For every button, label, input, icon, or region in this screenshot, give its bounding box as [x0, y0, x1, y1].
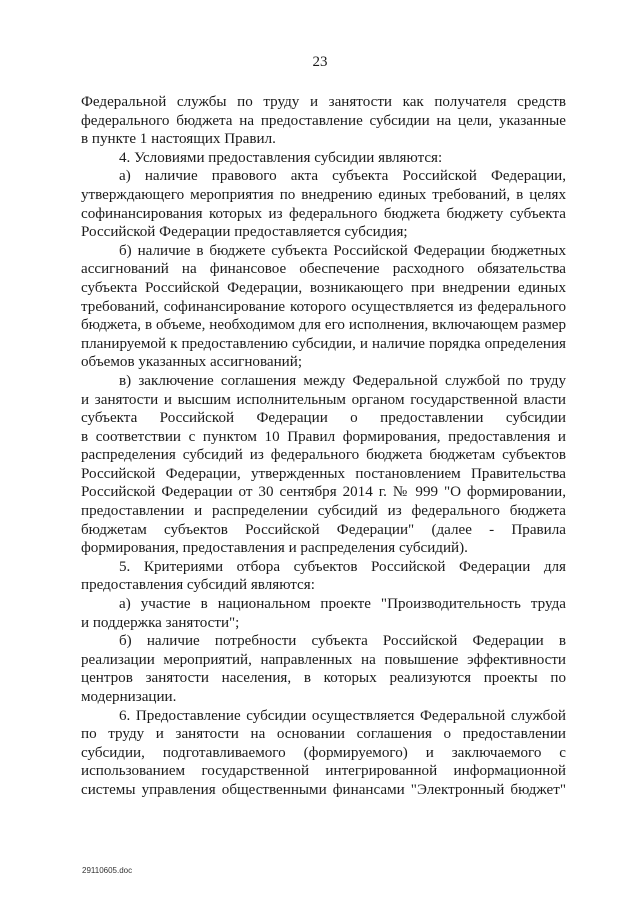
text-line: 6. Предоставление субсидии осуществляется Федеральной службой [119, 707, 566, 724]
text-line: а) участие в национальном проекте "Производительность труда [119, 596, 566, 613]
document-body [81, 93, 566, 800]
text-line: по труду и занятости на основании соглашения о предоставлении [81, 726, 566, 743]
text-line: центров занятости населения, в которых реализуются проекты по [81, 670, 566, 687]
text-line: субъекта Российской Федерации о предоставлении субсидии [81, 410, 566, 427]
text-line: и занятости и высшим исполнительным органом государственной власти [81, 391, 566, 408]
text-line: субъекта Российской Федерации, возникающего при внедрении единых [81, 279, 566, 296]
text-line: субсидии, подготавливаемого (формируемого) и заключаемого с [81, 744, 566, 761]
text-line: бюджета, в объеме, необходимом для его исполнения, включающем размер [81, 317, 566, 334]
text-line: в пункте 1 настоящих Правил. [81, 131, 276, 148]
text-line: и поддержка занятости"; [81, 614, 240, 631]
text-line: ассигнований на финансовое обеспечение расходного обязательства [81, 261, 566, 278]
text-line: утверждающего мероприятия по внедрению единых требований, в целях [81, 186, 566, 203]
file-name-footer: 29110605.doc [82, 866, 133, 875]
text-line: реализации мероприятий, направленных на повышение эффективности [81, 651, 566, 668]
text-line: а) наличие правового акта субъекта Российской Федерации, [119, 168, 566, 185]
text-line: предоставлении и распределении субсидий из федерального бюджета [81, 503, 566, 520]
text-line: федерального бюджета на предоставление субсидии на цели, указанные [81, 112, 566, 129]
text-line: предоставления субсидий являются: [81, 577, 315, 594]
text-line: распределения субсидий из федерального бюджета бюджетам субъектов [81, 447, 566, 464]
text-line: Российской Федерации, утвержденных постановлением Правительства [81, 465, 566, 482]
text-line: использованием государственной интегрированной информационной [81, 763, 566, 780]
page-number: 23 [312, 54, 328, 70]
text-line: объемов указанных ассигнований; [81, 354, 303, 371]
text-line: системы управления общественными финансами "Электронный бюджет" [81, 781, 566, 798]
text-line: Федеральной службы по труду и занятости как получателя средств [81, 94, 566, 110]
text-line: требований, софинансирование которого осуществляется из федерального [81, 298, 566, 315]
text-line: в соответствии с пунктом 10 Правил формирования, предоставления и [81, 428, 566, 445]
text-line: формирования, предоставления и распределения субсидий). [81, 540, 468, 557]
text-line: бюджетам субъектов Российской Федерации" (далее - Правила [81, 521, 566, 538]
text-line: Российской Федерации предоставляется субсидия; [81, 224, 408, 241]
text-line: 5. Критериями отбора субъектов Российской Федерации для [119, 558, 566, 575]
text-line: планируемой к предоставлению субсидии, и наличие порядка определения [81, 335, 566, 352]
text-line: модернизации. [81, 689, 177, 705]
text-line: б) наличие в бюджете субъекта Российской Федерации бюджетных [119, 242, 566, 259]
text-line: Российской Федерации от 30 сентября 2014 г. № 999 "О формировании, [81, 484, 566, 501]
text-line: 4. Условиями предоставления субсидии являются: [119, 149, 443, 166]
text-line: б) наличие потребности субъекта Российской Федерации в [119, 633, 566, 650]
text-line: в) заключение соглашения между Федеральной службой по труду [119, 372, 566, 389]
text-line: софинансирования которых из федерального бюджета бюджету субъекта [81, 205, 566, 222]
